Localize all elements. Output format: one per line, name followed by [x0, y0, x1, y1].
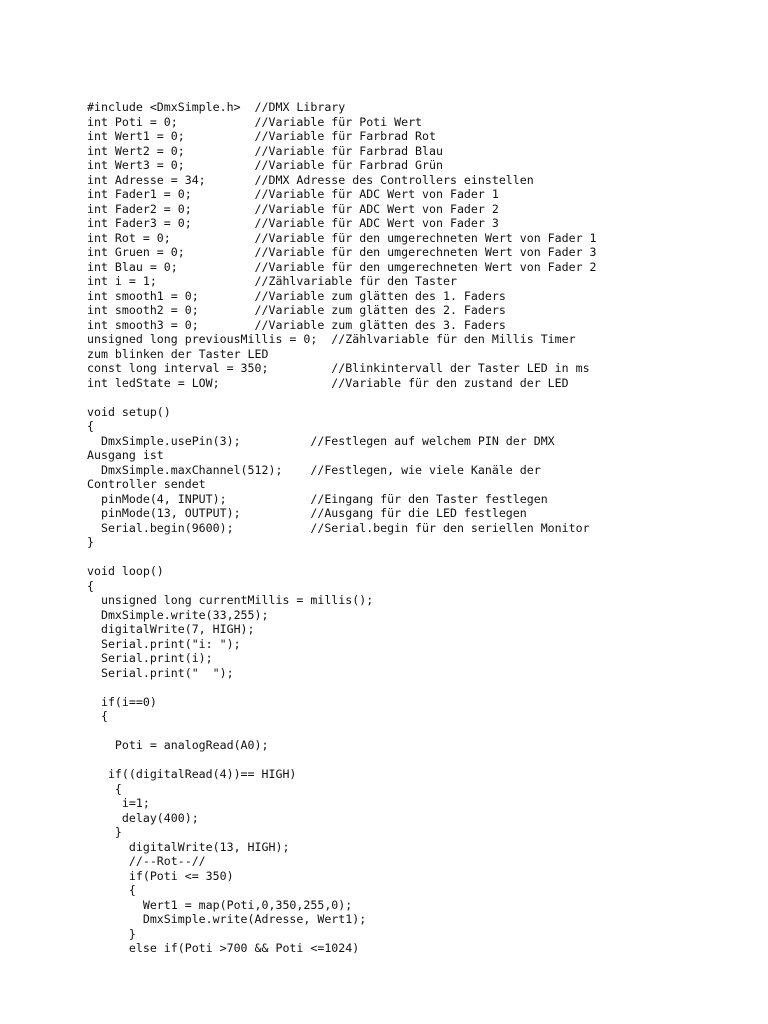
code-line: Wert1 = map(Poti,0,350,255,0);	[87, 897, 353, 912]
code-line: {	[87, 578, 94, 593]
code-line: }	[87, 535, 94, 549]
code-line: int smooth3 = 0; //Variable zum glätten des 3. Faders	[87, 317, 506, 332]
code-line: int Adresse = 34; //DMX Adresse des Controllers einstellen	[87, 172, 534, 187]
code-line: delay(400);	[87, 810, 199, 825]
code-line: int Fader2 = 0; //Variable für ADC Wert von Fader 2	[87, 201, 499, 216]
code-line: int Fader3 = 0; //Variable für ADC Wert von Fader 3	[87, 216, 499, 230]
code-line: digitalWrite(13, HIGH);	[87, 839, 290, 854]
code-line: int i = 1; //Zählvariable für den Taster	[87, 274, 457, 288]
code-line: if(Poti <= 350)	[87, 868, 234, 883]
code-line: void loop()	[87, 564, 164, 578]
code-line: DmxSimple.write(33,255);	[87, 607, 269, 622]
code-line: Ausgang ist	[87, 448, 164, 462]
code-line	[87, 390, 757, 405]
code-line	[87, 724, 757, 739]
code-line: Serial.begin(9600); //Serial.begin für den seriellen Monitor	[87, 520, 590, 535]
code-line: int Wert3 = 0; //Variable für Farbrad Grün	[87, 158, 443, 172]
code-line: int Wert1 = 0; //Variable für Farbrad Rot	[87, 129, 437, 143]
code-line: Poti = analogRead(A0);	[87, 738, 269, 752]
code-line: int smooth2 = 0; //Variable zum glätten des 2. Faders	[87, 303, 506, 317]
code-line: int Rot = 0; //Variable für den umgerechneten Wert von Fader 1	[87, 230, 597, 245]
code-line: }	[87, 926, 136, 941]
code-listing	[87, 100, 757, 956]
code-line: pinMode(13, OUTPUT); //Ausgang für die LED festlegen	[87, 506, 527, 520]
code-line: void setup()	[87, 404, 171, 419]
code-line: int Gruen = 0; //Variable für den umgerechneten Wert von Fader 3	[87, 245, 597, 259]
code-line: DmxSimple.write(Adresse, Wert1);	[87, 912, 367, 926]
code-line: {	[87, 419, 94, 433]
code-line: else if(Poti >700 && Poti <=1024)	[87, 941, 360, 955]
code-line	[87, 550, 757, 565]
code-line: {	[87, 709, 108, 723]
code-line: int Blau = 0; //Variable für den umgerechneten Wert von Fader 2	[87, 259, 597, 274]
code-line: DmxSimple.usePin(3); //Festlegen auf welchem PIN der DMX	[87, 433, 555, 448]
code-line: int ledState = LOW; //Variable für den zustand der LED	[87, 375, 569, 390]
code-line: int Poti = 0; //Variable für Poti Wert	[87, 114, 423, 129]
code-line: DmxSimple.maxChannel(512); //Festlegen, wie viele Kanäle der	[87, 462, 541, 477]
code-line: const long interval = 350; //Blinkintervall der Taster LED in ms	[87, 361, 590, 375]
code-line: Controller sendet	[87, 477, 206, 491]
code-line: digitalWrite(7, HIGH);	[87, 622, 255, 636]
code-line	[87, 753, 757, 768]
code-line: int Fader1 = 0; //Variable für ADC Wert von Fader 1	[87, 187, 499, 201]
code-line: {	[87, 883, 136, 897]
code-line: Serial.print(" ");	[87, 665, 234, 680]
code-line: i=1;	[87, 796, 150, 810]
code-line: }	[87, 825, 122, 839]
code-line	[87, 680, 757, 695]
code-line: Serial.print("i: ");	[87, 636, 241, 651]
code-line: if((digitalRead(4))== HIGH)	[87, 767, 297, 781]
code-line: zum blinken der Taster LED	[87, 346, 269, 361]
code-line: unsigned long previousMillis = 0; //Zählvariable für den Millis Timer	[87, 332, 576, 346]
code-line: Serial.print(i);	[87, 651, 213, 665]
code-line: if(i==0)	[87, 694, 157, 709]
code-line: int Wert2 = 0; //Variable für Farbrad Blau	[87, 143, 443, 158]
code-line: #include <DmxSimple.h> //DMX Library	[87, 100, 346, 114]
code-line: pinMode(4, INPUT); //Eingang für den Taster festlegen	[87, 491, 548, 506]
code-line: int smooth1 = 0; //Variable zum glätten des 1. Faders	[87, 288, 506, 303]
code-line: {	[87, 781, 122, 796]
code-line: //--Rot--//	[87, 854, 206, 868]
code-line: unsigned long currentMillis = millis();	[87, 593, 374, 607]
